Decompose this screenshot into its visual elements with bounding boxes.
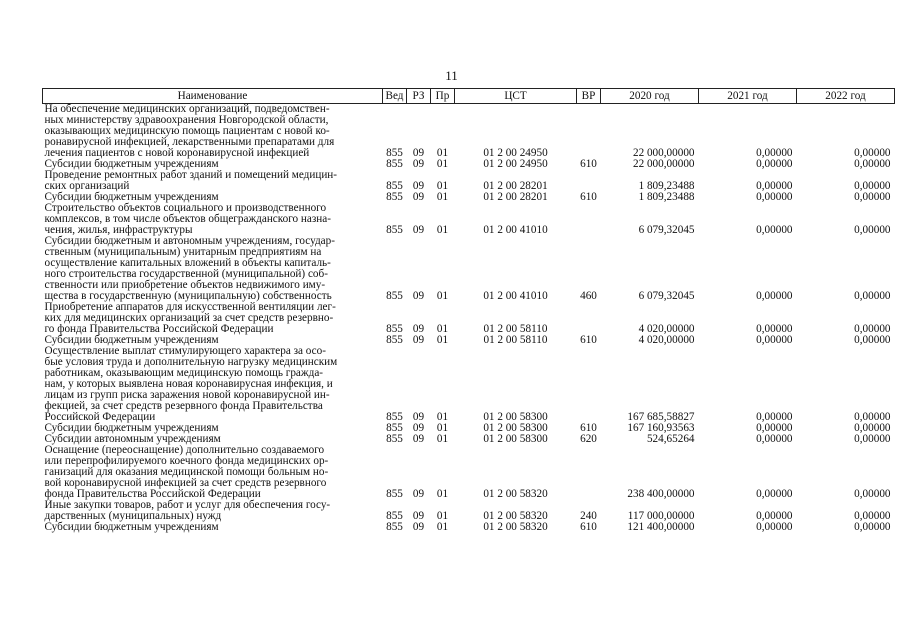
cell-ved: 855 [386,510,403,522]
header-ved: Вед [383,89,407,104]
cell-y2021: 0,00000 [756,323,793,335]
table-row [43,104,895,160]
cell-ved: 855 [386,521,403,533]
cell-vr: 610 [580,191,597,203]
cell-y2020: 1 809,23488 [638,191,695,203]
cell-cst: 01 2 00 41010 [483,224,548,236]
cell-pr: 01 [436,158,449,170]
cell-name: Субсидии бюджетным учреждениям [44,422,219,434]
cell-y2020: 238 400,00000 [627,488,695,500]
cell-name: Субсидии бюджетным и автономным учреждениям, государ- ственным (муниципальным) унитарным предприятиям на осуществление капитальных вложений в объекты капиталь- ного строительства государственной (муниципальной) соб- ственности или приобретение объектов недвижимого иму- щества в государственную (муниципальную) собственность [44,235,335,302]
cell-vr: 610 [580,158,597,170]
cell-rz: 09 [412,323,425,335]
cell-name: Иные закупки товаров, работ и услуг для обеспечения госу- дарственных (муниципальных) нужд [44,499,331,522]
cell-y2022: 0,00000 [854,334,891,346]
table-row [43,500,895,522]
cell-rz: 09 [412,488,425,500]
cell-y2020: 121 400,00000 [627,521,695,533]
cell-pr: 01 [436,488,449,500]
header-2021: 2021 год [699,89,797,104]
cell-y2022: 0,00000 [854,224,891,236]
cell-y2022: 0,00000 [854,521,891,533]
cell-ved: 855 [386,180,403,192]
cell-cst: 01 2 00 41010 [483,290,548,302]
cell-pr: 01 [436,433,449,445]
header-name: Наименование [43,89,383,104]
cell-ved: 855 [386,334,403,346]
cell-y2021: 0,00000 [756,433,793,445]
header-2020: 2020 год [601,89,699,104]
cell-y2022: 0,00000 [797,104,895,160]
header-vr: ВР [577,89,601,104]
cell-rz: 09 [412,290,425,302]
cell-y2021: 0,00000 [756,334,793,346]
cell-rz: 09 [412,411,425,423]
cell-name: Проведение ремонтных работ зданий и помещений медицин- ских организаций [44,169,338,192]
cell-y2022: 0,00000 [854,510,891,522]
cell-vr [577,302,601,335]
cell-rz: 09 [412,510,425,522]
cell-y2022: 0,00000 [854,290,891,302]
cell-pr: 01 [436,191,449,203]
cell-y2020: 167 685,58827 [627,411,695,423]
cell-y2021: 0,00000 [756,422,793,434]
table-row [43,522,895,533]
table-row [43,445,895,500]
cell-ved: 855 [386,433,403,445]
budget-table [42,88,895,533]
cell-cst: 01 2 00 24950 [455,104,577,160]
cell-pr: 01 [436,224,449,236]
cell-rz: 09 [412,158,425,170]
cell-y2022: 0,00000 [854,422,891,434]
cell-cst: 01 2 00 58320 [483,488,548,500]
cell-rz: 09 [412,224,425,236]
table-row [43,170,895,192]
cell-y2022: 0,00000 [854,411,891,423]
cell-vr: 610 [580,521,597,533]
cell-y2021: 0,00000 [756,191,793,203]
cell-ved: 855 [386,158,403,170]
cell-y2020: 22 000,00000 [632,158,695,170]
cell-name: Приобретение аппаратов для искусственной вентиляции лег- ких для медицинских организаций за счет средств резервно- го фонда Правительства Российской Федерации [44,301,336,335]
cell-rz: 09 [412,521,425,533]
cell-ved: 855 [383,104,407,160]
cell-pr: 01 [436,290,449,302]
cell-y2022: 0,00000 [854,191,891,203]
cell-cst: 01 2 00 24950 [483,158,548,170]
cell-y2020: 117 000,00000 [627,510,695,522]
cell-pr: 01 [436,180,449,192]
cell-y2020: 6 079,32045 [638,290,695,302]
cell-ved: 855 [386,224,403,236]
cell-y2021: 0,00000 [756,180,793,192]
cell-cst: 01 2 00 58300 [483,411,548,423]
cell-rz: 09 [412,334,425,346]
cell-pr: 01 [436,323,449,335]
cell-y2021: 0,00000 [756,510,793,522]
cell-vr: 620 [580,433,597,445]
header-cst: ЦСТ [455,89,577,104]
cell-y2020: 22 000,00000 [601,104,699,160]
header-rz: РЗ [407,89,431,104]
cell-y2020: 4 020,00000 [638,334,695,346]
cell-y2021: 0,00000 [756,224,793,236]
cell-pr: 01 [431,104,455,160]
cell-name: Субсидии бюджетным учреждениям [44,521,219,533]
cell-name: Строительство объектов социального и производственного комплексов, в том числе объектов общегражданского назна- чения, жилья, инфраструктуры [44,202,331,236]
header-2022: 2022 год [797,89,895,104]
table-row [43,203,895,236]
cell-cst: 01 2 00 58110 [483,334,548,346]
cell-y2020: 167 160,93563 [627,422,695,434]
cell-pr: 01 [436,510,449,522]
cell-name: Оснащение (переоснащение) дополнительно создаваемого или перепрофилируемого коечного фонда медицинских ор- ганизаций для оказания медицинской помощи больным но- вой коронавирусной инфекцией за счет средств резервного фонда Правительства Российской Федерации [44,444,329,500]
cell-y2021: 0,00000 [756,290,793,302]
cell-vr: 240 [580,510,597,522]
cell-pr: 01 [436,411,449,423]
cell-ved: 855 [386,422,403,434]
cell-ved: 855 [386,191,403,203]
cell-rz: 09 [412,191,425,203]
cell-vr [577,445,601,500]
cell-y2022: 0,00000 [854,323,891,335]
cell-y2021: 0,00000 [699,104,797,160]
cell-cst: 01 2 00 58300 [483,433,548,445]
cell-y2022: 0,00000 [854,433,891,445]
cell-ved: 855 [386,411,403,423]
cell-cst: 01 2 00 28201 [483,191,548,203]
cell-y2022: 0,00000 [854,180,891,192]
cell-vr [577,203,601,236]
header-pr: Пр [431,89,455,104]
cell-ved: 855 [386,290,403,302]
cell-y2020: 4 020,00000 [638,323,695,335]
cell-pr: 01 [436,521,449,533]
cell-vr: 610 [580,334,597,346]
cell-pr: 01 [436,334,449,346]
cell-name: Субсидии автономным учреждениям [44,433,221,445]
table-header-row [43,89,895,104]
cell-vr: 610 [580,422,597,434]
cell-y2020: 1 809,23488 [638,180,695,192]
cell-name: Субсидии бюджетным учреждениям [44,334,219,346]
cell-cst: 01 2 00 58320 [483,510,548,522]
cell-rz: 09 [407,104,431,160]
cell-rz: 09 [412,180,425,192]
cell-vr: 460 [580,290,597,302]
cell-rz: 09 [412,433,425,445]
cell-y2021: 0,00000 [756,521,793,533]
cell-y2020: 524,65264 [646,433,695,445]
cell-name: Субсидии бюджетным учреждениям [44,191,219,203]
cell-y2022: 0,00000 [854,158,891,170]
cell-y2020: 6 079,32045 [638,224,695,236]
table-row [43,236,895,302]
cell-name: На обеспечение медицинских организаций, подведомствен- ных министерству здравоохранения Новгородской области, оказывающих медицинскую помощь пациентам с новой ко- ронавирусной инфекцией, лекарственными препаратами для лечения пациентов с новой коронавирусной инфекцией [43,104,383,160]
cell-y2022: 0,00000 [854,488,891,500]
cell-y2021: 0,00000 [756,488,793,500]
table-row [43,302,895,335]
cell-vr [577,170,601,192]
cell-cst: 01 2 00 58320 [483,521,548,533]
cell-cst: 01 2 00 58110 [483,323,548,335]
cell-vr [577,104,601,160]
cell-pr: 01 [436,422,449,434]
cell-cst: 01 2 00 28201 [483,180,548,192]
cell-y2021: 0,00000 [756,158,793,170]
page-number: 11 [445,68,458,83]
cell-ved: 855 [386,488,403,500]
cell-ved: 855 [386,323,403,335]
cell-name: Осуществление выплат стимулирующего характера за осо- бые условия труда и дополнительную нагрузку медицинским работникам, оказывающим медицинскую помощь гражда- нам, у которых выявлена новая коронавирусная инфекция, и лицам из групп риска заражения новой коронавирусной ин- фекцией, за счет средств резервного фонда Правительства Российской Федерации [44,345,338,423]
cell-vr [577,346,601,423]
cell-y2021: 0,00000 [756,411,793,423]
table-row [43,346,895,423]
cell-rz: 09 [412,422,425,434]
cell-name: Субсидии бюджетным учреждениям [44,158,219,170]
cell-cst: 01 2 00 58300 [483,422,548,434]
